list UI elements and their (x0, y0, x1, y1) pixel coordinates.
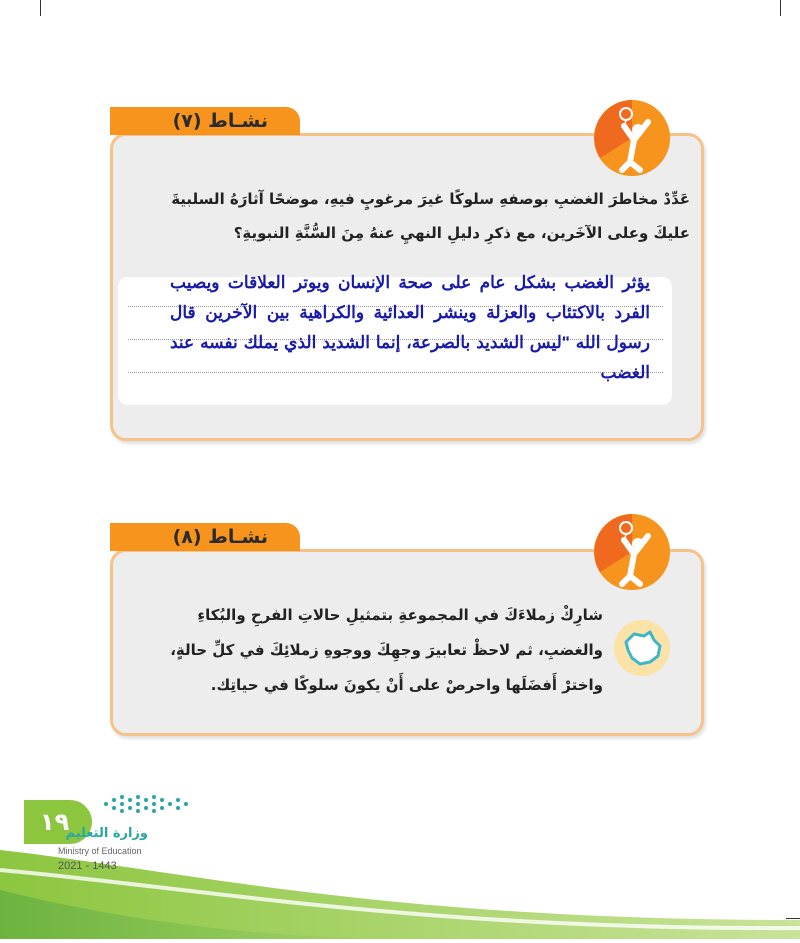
activity-7-tab (110, 107, 300, 135)
crop-mark (780, 0, 781, 16)
activity-badge-icon (594, 514, 670, 590)
ministry-name-ar: وزارة التعليم (65, 826, 148, 841)
activity-8-text: شارِكْ زملاءَكَ في المجموعةِ بتمثيلِ حالاتِ الفرحِ والبُكاءِ والغضبِ، ثم لاحظْ تعابيرَ وجهِكَ ووجوهِ زملائِكَ في كلِّ حالةٍ، واخترْ أَفضَلَها واحرصْ على أَنْ يكونَ سلوكًا في حياتِك. (170, 606, 603, 694)
page-number: ١٩ (40, 808, 70, 836)
activity-8-tab (110, 523, 300, 551)
activity-7-answer: يؤثر الغضب بشكل عام على صحة الإنسان ويوتر العلاقات ويصيب الفرد بالاكتئاب والعزلة وينشر العدائية والكراهية بين الآخرين قال رسول الله "ليس الشديد بالصرعة، إنما الشديد الذي يملك نفسه عند الغضب (170, 273, 650, 382)
saudi-map-icon (614, 620, 670, 676)
ministry-logo-icon (100, 792, 190, 822)
crop-mark (40, 0, 41, 16)
activity-7-question: عَدِّدْ مخاطرَ الغضبِ بوصفهِ سلوكًا غيرَ مرغوبٍ فيهِ، موضحًا آثارَهُ السلبيةَ عليكَ وعلى الآخَرين، مع ذكرِ دليلِ النهيِ عنهُ مِنَ السُّنَّةِ النبويةِ؟ (171, 190, 690, 242)
activity-badge-icon (594, 100, 670, 176)
activity-8-title: نشـاط (٨) (172, 526, 268, 548)
ministry-name-en: Ministry of Education (58, 846, 142, 856)
edition-year: 2021 - 1443 (58, 860, 117, 872)
activity-7-title: نشـاط (٧) (172, 110, 268, 132)
